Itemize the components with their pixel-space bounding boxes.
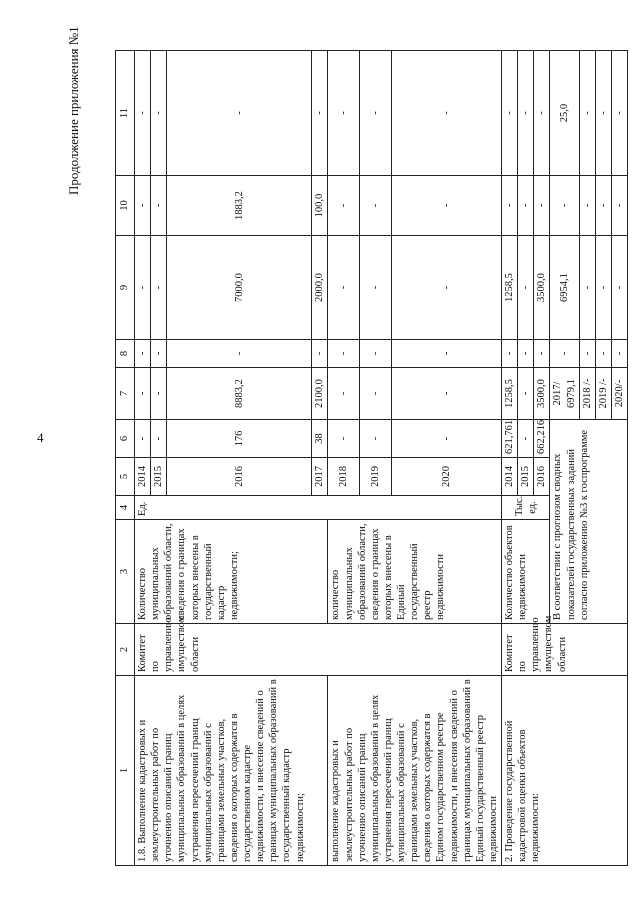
activity-name-cell: 2. Проведение государственной кадастровой оценки объектов недвижимости:	[502, 676, 628, 866]
col-header: 5	[116, 458, 135, 496]
value-cell: -	[360, 368, 392, 420]
value-cell: -	[151, 176, 167, 236]
value-cell: -	[392, 340, 502, 368]
executor-cell: Комитет по управлению имуществом области	[502, 624, 628, 676]
table-row	[135, 51, 151, 866]
table-row	[328, 51, 360, 866]
value-cell: -	[135, 340, 151, 368]
year-cell: 2016	[534, 458, 550, 496]
year-value-cell: 2017/ 6979,1	[550, 368, 579, 420]
value-cell: 100,0	[312, 176, 328, 236]
year-cell: 2015	[518, 458, 534, 496]
year-cell: 2016	[167, 458, 312, 496]
appendix-caption: Продолжение приложения №1	[66, 26, 81, 195]
value-cell: 6954,1	[550, 236, 579, 340]
value-cell: -	[550, 176, 579, 236]
year-cell: 2014	[135, 458, 151, 496]
col-header: 1	[116, 676, 135, 866]
value-cell: -	[595, 176, 611, 236]
value-cell: -	[392, 236, 502, 340]
value-cell: -	[135, 176, 151, 236]
value-cell: -	[392, 420, 502, 458]
value-cell: -	[328, 420, 360, 458]
value-cell: -	[518, 368, 534, 420]
value-cell: -	[312, 340, 328, 368]
col-header: 6	[116, 420, 135, 458]
year-cell: 2019	[360, 458, 392, 496]
col-header: 7	[116, 368, 135, 420]
executor-cell: Комитет по управлению имуществом области	[135, 624, 502, 676]
value-cell: -	[360, 420, 392, 458]
indicator-cell: количество муниципальных образований области, сведения о границах которых внесены в Единый государственный реестр недвижимости	[328, 520, 502, 624]
value-cell: -	[550, 340, 579, 368]
table-row	[502, 51, 518, 866]
value-cell: 1258,5	[502, 236, 518, 340]
year-value-cell: 2018 /-	[579, 368, 595, 420]
unit-cell: Ед.	[135, 496, 502, 520]
value-cell: -	[518, 51, 534, 176]
unit-cell: Тыс. ед.	[502, 496, 550, 520]
value-cell: -	[392, 51, 502, 176]
value-cell: 7000,0	[167, 236, 312, 340]
value-cell: 2100,0	[312, 368, 328, 420]
value-cell: -	[502, 176, 518, 236]
value-cell: -	[151, 420, 167, 458]
year-value-cell: 2019 /-	[595, 368, 611, 420]
value-cell: -	[360, 51, 392, 176]
value-cell: -	[534, 340, 550, 368]
value-cell: -	[595, 340, 611, 368]
value-cell: -	[167, 51, 312, 176]
value-cell: 25,0	[550, 51, 579, 176]
value-cell: -	[518, 176, 534, 236]
value-cell: -	[328, 236, 360, 340]
col-header: 4	[116, 496, 135, 520]
col-header: 11	[116, 51, 135, 176]
value-cell: -	[611, 236, 627, 340]
value-cell: 662,216	[534, 420, 550, 458]
indicator-cell: Количество муниципальных образований области, сведения о границах которых внесены в государственный кадастр недвижимости;	[135, 520, 328, 624]
value-cell: -	[392, 368, 502, 420]
program-table-rotated	[115, 51, 625, 866]
value-cell: -	[534, 176, 550, 236]
value-cell: -	[312, 51, 328, 176]
value-cell: -	[328, 51, 360, 176]
activity-name-cell: 1.8. Выполнение кадастровых и землеустроительных работ по уточнению описаний границ муниципальных образований в целях устранения пересечений границ муниципальных образований с границами земельных участков, сведения о которых содержатся в государственном кадастре недвижимости, и внесение сведений о границах муниципальных образований в государственный кадастр недвижимости;	[135, 676, 328, 866]
year-cell: 2020	[392, 458, 502, 496]
year-value-cell: 2020/-	[611, 368, 627, 420]
value-cell: -	[328, 340, 360, 368]
page-number: 4	[37, 430, 44, 445]
value-cell: 38	[312, 420, 328, 458]
value-cell: 1258,5	[502, 368, 518, 420]
value-cell: -	[595, 236, 611, 340]
value-cell: -	[579, 51, 595, 176]
activity-name-cell: выполнение кадастровых и землеустроительных работ по уточнению описаний границ муниципальных образований в целях устранения пересечений границ муниципальных образований с границами земельных участков, сведения о которых содержатся в Едином государственном реестре недвижимости, и внесения сведений о границах муниципальных образований в Единый государственный реестр недвижимости	[328, 676, 502, 866]
value-cell: 621,761	[502, 420, 518, 458]
col-header: 10	[116, 176, 135, 236]
value-cell: 1883,2	[167, 176, 312, 236]
value-cell: -	[611, 340, 627, 368]
year-cell: 2014	[502, 458, 518, 496]
value-cell: -	[502, 340, 518, 368]
forecast-note-cell: В соответствии с прогнозом сводных показателей государственных заданий согласно приложению №3 к госпрограмме	[550, 420, 628, 624]
value-cell: -	[392, 176, 502, 236]
value-cell: 176	[167, 420, 312, 458]
value-cell: -	[328, 368, 360, 420]
col-header: 2	[116, 624, 135, 676]
value-cell: -	[135, 420, 151, 458]
value-cell: -	[167, 340, 312, 368]
year-cell: 2018	[328, 458, 360, 496]
value-cell: -	[518, 236, 534, 340]
value-cell: -	[579, 176, 595, 236]
value-cell: 3500,0	[534, 368, 550, 420]
value-cell: 3500,0	[534, 236, 550, 340]
value-cell: -	[151, 236, 167, 340]
value-cell: -	[579, 340, 595, 368]
value-cell: -	[360, 340, 392, 368]
value-cell: -	[518, 340, 534, 368]
program-table	[115, 50, 628, 866]
value-cell: -	[135, 368, 151, 420]
value-cell: -	[611, 51, 627, 176]
value-cell: -	[518, 420, 534, 458]
value-cell: -	[151, 51, 167, 176]
year-cell: 2015	[151, 458, 167, 496]
value-cell: -	[360, 176, 392, 236]
value-cell: -	[611, 176, 627, 236]
value-cell: -	[135, 51, 151, 176]
value-cell: -	[534, 51, 550, 176]
value-cell: -	[151, 340, 167, 368]
value-cell: 8883,2	[167, 368, 312, 420]
column-number-row	[116, 51, 135, 866]
value-cell: 2000,0	[312, 236, 328, 340]
value-cell: -	[579, 236, 595, 340]
col-header: 8	[116, 340, 135, 368]
value-cell: -	[502, 51, 518, 176]
indicator-cell: Количество объектов недвижимости	[502, 520, 550, 624]
year-cell: 2017	[312, 458, 328, 496]
col-header: 3	[116, 520, 135, 624]
value-cell: -	[360, 236, 392, 340]
col-header: 9	[116, 236, 135, 340]
value-cell: -	[135, 236, 151, 340]
value-cell: -	[595, 51, 611, 176]
value-cell: -	[328, 176, 360, 236]
value-cell: -	[151, 368, 167, 420]
